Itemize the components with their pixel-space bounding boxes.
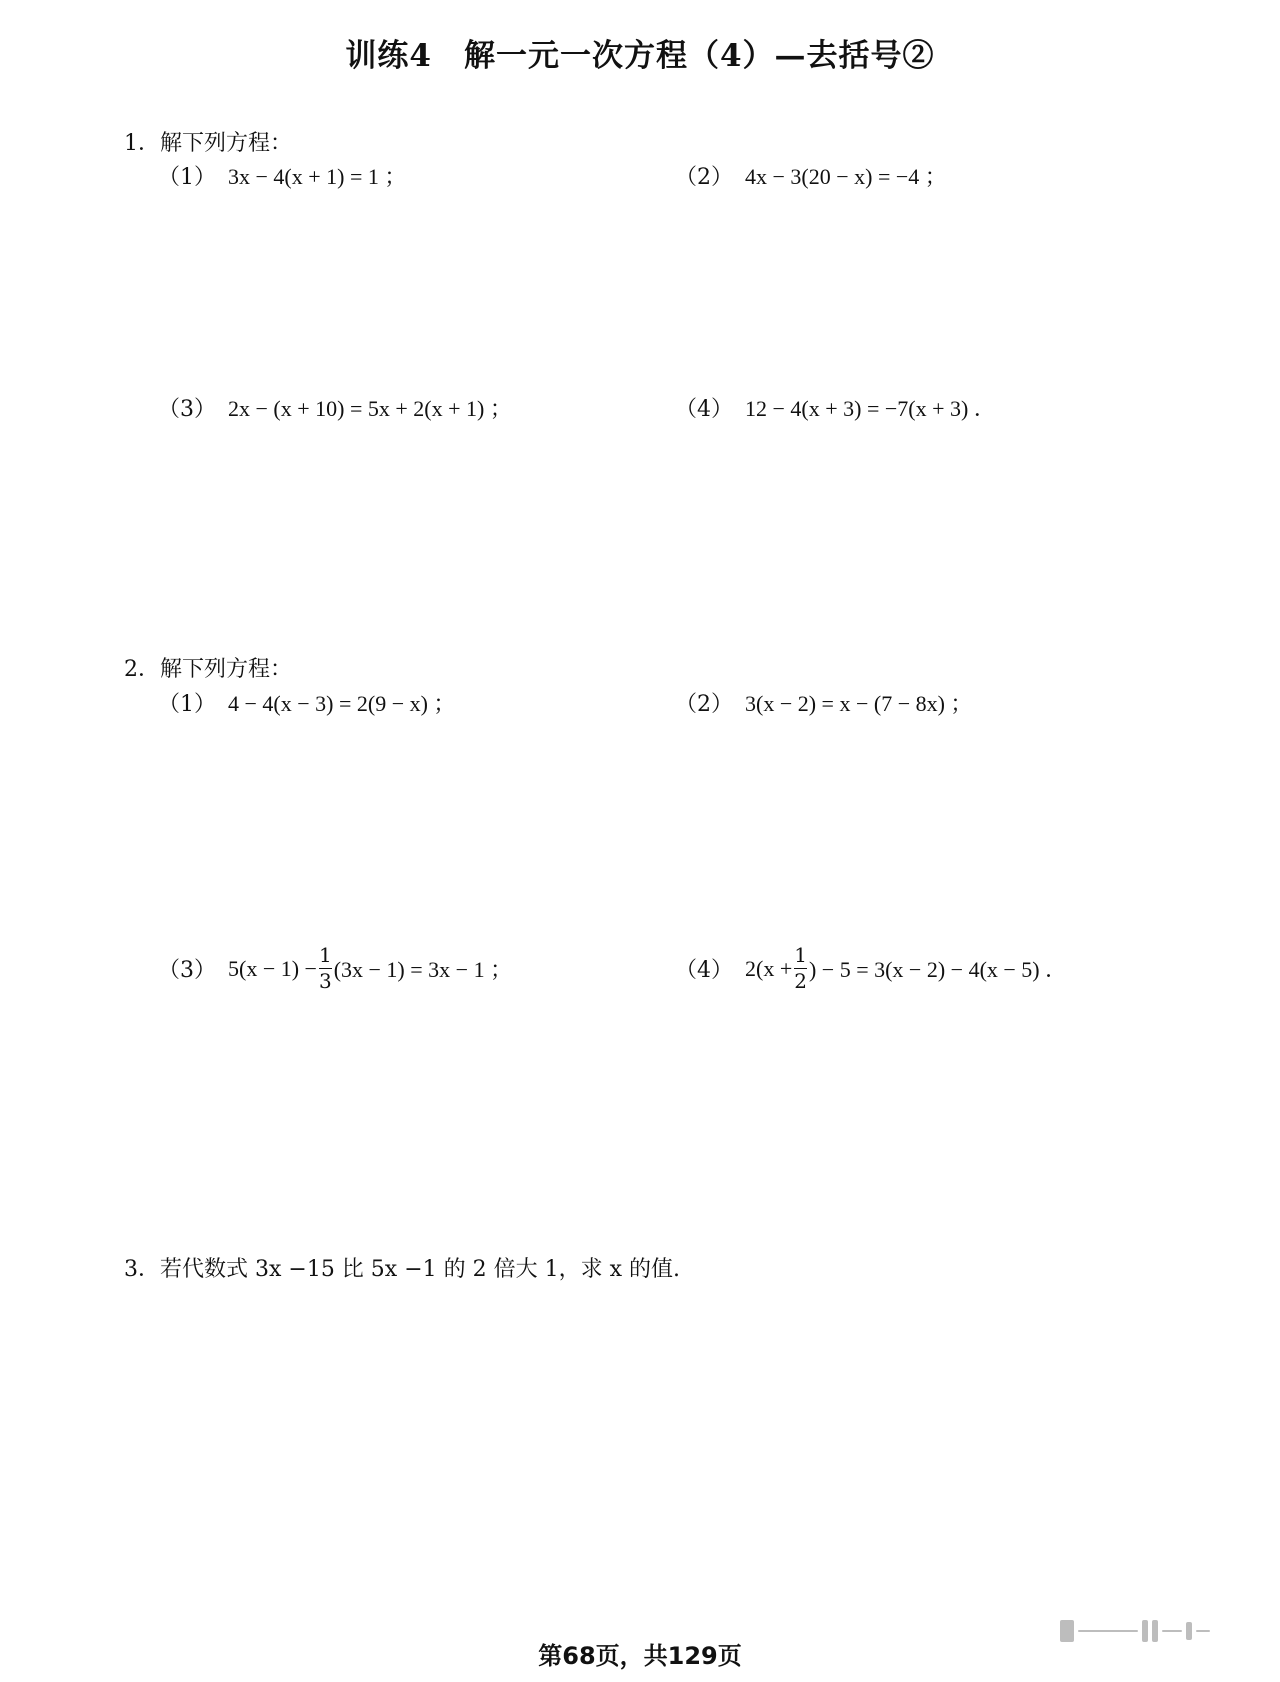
q1-item-2-equation: 4x − 3(20 − x) = −4 ； bbox=[745, 164, 947, 189]
q2-item-3-equation-start: 5(x − 1) − bbox=[228, 955, 317, 981]
q1-item-1-equation: 3x − 4(x + 1) = 1 ； bbox=[228, 164, 407, 189]
q2-item-3-number: （3） bbox=[158, 958, 216, 983]
q2-item-3-equation-end: (3x − 1) = 3x − 1 ； bbox=[333, 957, 513, 982]
q1-item-2 bbox=[675, 160, 947, 191]
q2-item-4-equation-start: 2(x + bbox=[745, 955, 793, 981]
q2-item-2-equation: 3(x − 2) = x − (7 − 8x) ； bbox=[745, 691, 973, 716]
q2-item-2 bbox=[675, 687, 972, 718]
question-2-label: 2．解下列方程： bbox=[124, 657, 292, 682]
q1-item-3 bbox=[158, 392, 512, 423]
question-3-text: 3．若代数式 3x −15 比 5x −1 的 2 倍大 1，求 x 的值. bbox=[124, 1257, 680, 1282]
q2-item-3 bbox=[158, 945, 512, 992]
q1-item-4-equation: 12 − 4(x + 3) = −7(x + 3) ． bbox=[745, 396, 996, 421]
q2-item-4-equation-end: ) − 5 = 3(x − 2) − 4(x − 5) ． bbox=[808, 957, 1068, 982]
q2-item-3-fraction bbox=[319, 945, 332, 992]
watermark-logo-icon bbox=[1060, 1618, 1260, 1644]
fraction-denominator: 3 bbox=[318, 969, 332, 993]
q2-item-2-number: （2） bbox=[675, 692, 733, 717]
q1-item-2-number: （2） bbox=[675, 165, 733, 190]
q2-item-4-fraction bbox=[794, 945, 807, 992]
fraction-numerator: 1 bbox=[794, 943, 807, 967]
q2-item-4-number: （4） bbox=[675, 958, 733, 983]
q1-item-4-number: （4） bbox=[675, 397, 733, 422]
q2-item-1-equation: 4 − 4(x − 3) = 2(9 − x) ； bbox=[228, 691, 456, 716]
page-title: 训练4 解一元一次方程（4）—去括号② bbox=[345, 38, 935, 74]
fraction-denominator: 2 bbox=[794, 969, 807, 993]
q1-item-4 bbox=[675, 392, 996, 423]
q1-item-1 bbox=[158, 160, 406, 191]
fraction-numerator: 1 bbox=[318, 943, 332, 967]
q2-item-1 bbox=[158, 687, 455, 718]
q2-item-4 bbox=[675, 945, 1067, 992]
page-footer: 第68页，共129页 bbox=[538, 1642, 742, 1670]
q1-item-3-number: （3） bbox=[158, 397, 216, 422]
question-1-label: 1．解下列方程： bbox=[124, 131, 292, 156]
q1-item-3-equation: 2x − (x + 10) = 5x + 2(x + 1) ； bbox=[228, 396, 512, 421]
q1-item-1-number: （1） bbox=[158, 165, 216, 190]
q2-item-1-number: （1） bbox=[158, 692, 216, 717]
